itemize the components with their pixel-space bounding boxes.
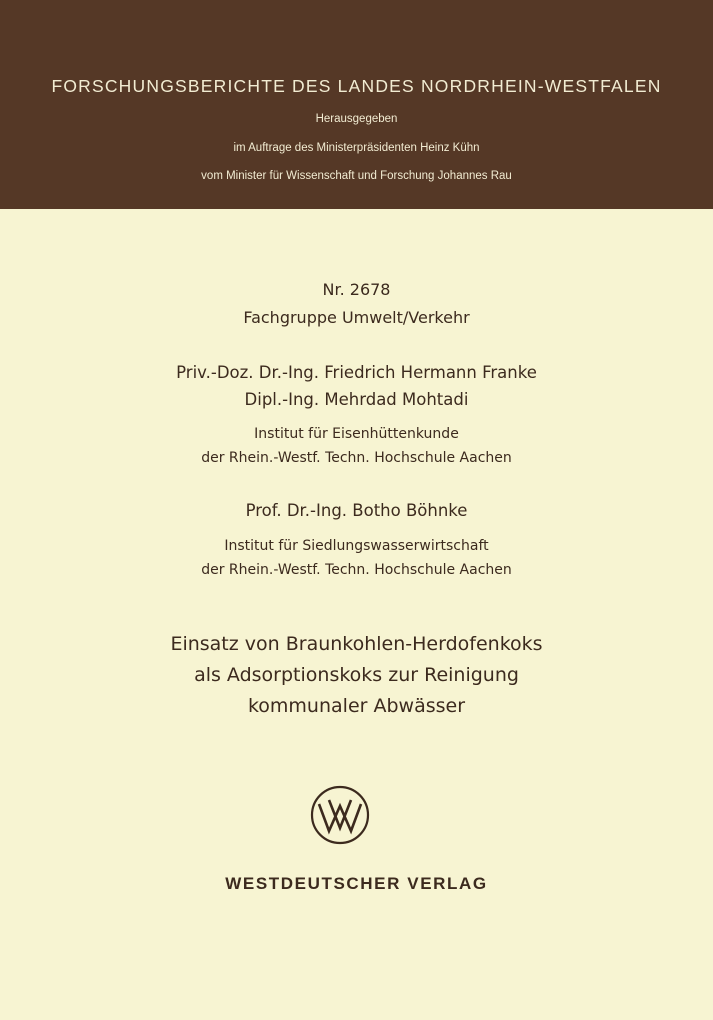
header-commission: im Auftrage des Ministerpräsidenten Heinz Kühn (233, 142, 480, 154)
publisher-name: WESTDEUTSCHER VERLAG (225, 874, 488, 893)
report-number: Nr. 2678 (322, 280, 391, 299)
wv-monogram-icon (310, 785, 370, 845)
author-mohtadi: Dipl.-Ing. Mehrdad Mohtadi (244, 390, 469, 409)
report-group: Fachgruppe Umwelt/Verkehr (243, 308, 470, 327)
header-band (0, 0, 713, 209)
series-title: FORSCHUNGSBERICHTE DES LANDES NORDRHEIN-WESTFALEN (51, 76, 662, 96)
author-franke: Priv.-Doz. Dr.-Ing. Friedrich Hermann Franke (176, 363, 537, 382)
book-title-line-1: Einsatz von Braunkohlen-Herdofenkoks (170, 633, 543, 655)
institute-2-line-1: Institut für Siedlungswasserwirtschaft (224, 538, 489, 554)
header-minister: vom Minister für Wissenschaft und Forschung Johannes Rau (201, 170, 512, 182)
author-boehnke: Prof. Dr.-Ing. Botho Böhnke (245, 501, 468, 520)
institute-1-line-1: Institut für Eisenhüttenkunde (254, 426, 459, 442)
institute-2-line-2: der Rhein.-Westf. Techn. Hochschule Aachen (201, 562, 512, 578)
book-title-line-2: als Adsorptionskoks zur Reinigung (194, 664, 519, 686)
header-edited-by: Herausgegeben (315, 113, 398, 125)
institute-1-line-2: der Rhein.-Westf. Techn. Hochschule Aachen (201, 450, 512, 466)
book-title-line-3: kommunaler Abwässer (247, 695, 466, 717)
